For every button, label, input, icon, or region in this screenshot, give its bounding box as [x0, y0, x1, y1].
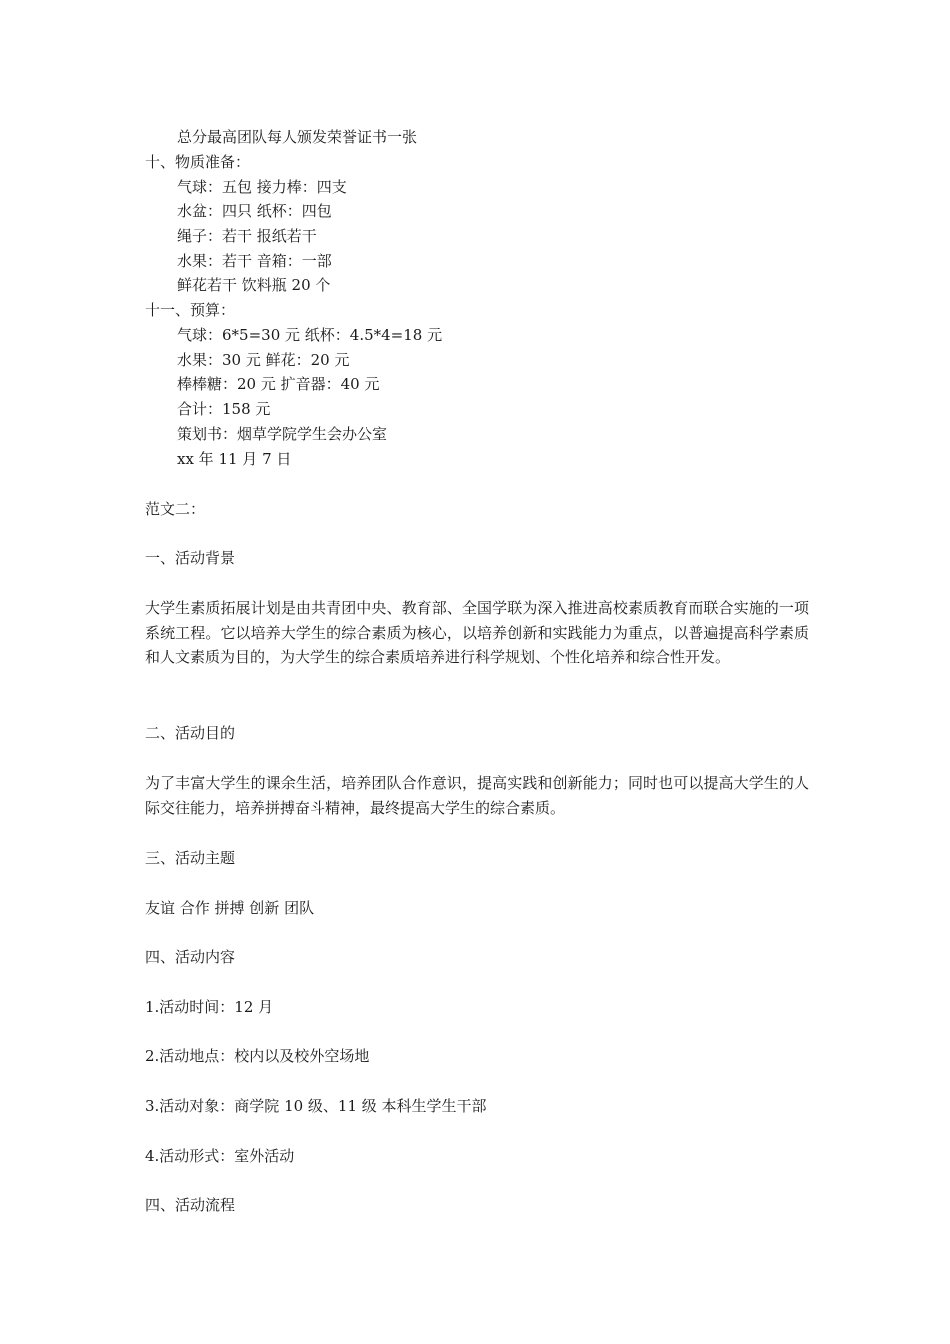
theme-text: 友谊 合作 拼搏 创新 团队: [145, 899, 315, 917]
award-line: 总分最高团队每人颁发荣誉证书一张: [177, 128, 418, 146]
content-item-place: 2.活动地点：校内以及校外空场地: [145, 1047, 370, 1065]
content-heading: 四、活动内容: [145, 948, 236, 966]
content-item-time: 1.活动时间：12 月: [145, 998, 274, 1016]
content-item-target: 3.活动对象：商学院 10 级、11 级 本科生学生干部: [145, 1097, 487, 1115]
purpose-paragraph: 为了丰富大学生的课余生活，培养团队合作意识，提高实践和创新能力；同时也可以提高大学生的人际交往能力，培养拼搏奋斗精神，最终提高大学生的综合素质。: [145, 774, 809, 817]
materials-item: 水盆：四只 纸杯：四包: [177, 202, 332, 220]
materials-item: 水果：若干 音箱：一部: [177, 252, 332, 270]
materials-heading: 十、物质准备：: [145, 153, 251, 171]
budget-item: 气球：6*5=30 元 纸杯：4.5*4=18 元: [177, 326, 443, 344]
materials-item: 鲜花若干 饮料瓶 20 个: [177, 276, 331, 294]
materials-item: 气球：五包 接力棒：四支: [177, 178, 347, 196]
background-heading: 一、活动背景: [145, 549, 236, 567]
budget-heading: 十一、预算：: [145, 301, 236, 319]
budget-item: 棒棒糖：20 元 扩音器：40 元: [177, 375, 380, 393]
process-heading: 四、活动流程: [145, 1196, 236, 1214]
planner-line: 策划书：烟草学院学生会办公室: [177, 425, 388, 443]
theme-heading: 三、活动主题: [145, 849, 236, 867]
budget-total: 合计：158 元: [177, 400, 271, 418]
sample-title: 范文二：: [145, 500, 206, 518]
background-paragraph: 大学生素质拓展计划是由共青团中央、教育部、全国学联为深入推进高校素质教育而联合实施的一项系统工程。它以培养大学生的综合素质为核心，以培养创新和实践能力为重点，以普遍提高科学素质和人文素质为目的，为大学生的综合素质培养进行科学规划、个性化培养和综合性开发。: [145, 599, 809, 666]
purpose-heading: 二、活动目的: [145, 724, 236, 742]
budget-item: 水果：30 元 鲜花：20 元: [177, 351, 350, 369]
content-item-form: 4.活动形式：室外活动: [145, 1147, 295, 1165]
date-line: xx 年 11 月 7 日: [177, 450, 292, 468]
materials-item: 绳子：若干 报纸若干: [177, 227, 317, 245]
